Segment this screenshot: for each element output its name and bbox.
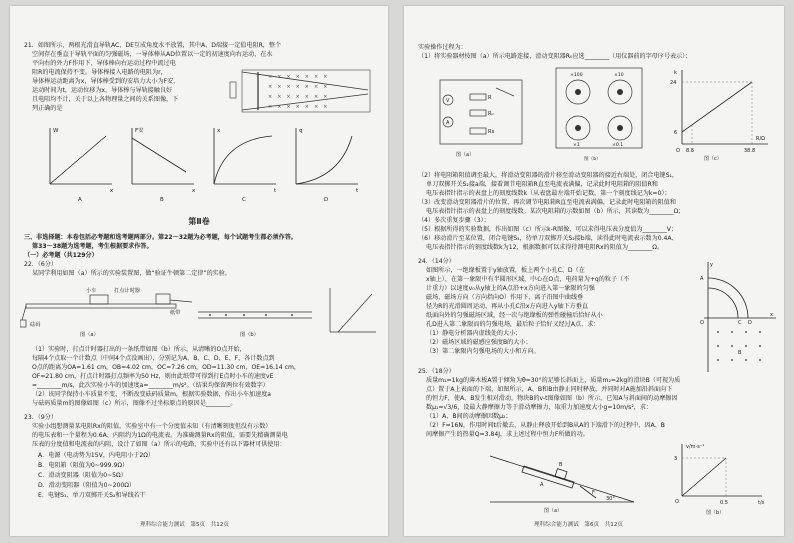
q24-line-5: 径为R的光滑圆周运动，再从小孔C沿x方向进入y轴下方垂直 (426, 303, 588, 310)
section-intro-1: 三、非选择题：本卷包括必考题和选考题两部分。第22～32题为必考题，每个试题考生都必须作答。 (24, 234, 297, 241)
knob-label-1: ×1 (573, 143, 580, 148)
step-1: （1）将实验器材按图（a）所示电路连接，滑动变阻器R₀应选________（用仪器前的字母序号表示）； (418, 53, 692, 60)
step-2b: 单刀双掷开关S₂接a端，接着调节电阻箱R直至电流表满偏，记录此时电阻箱的阻值R和 (426, 181, 658, 188)
q23-item-d: D．滑动变阻器（阻值为0~200Ω） (38, 482, 135, 489)
label-weight: 砝码 (30, 322, 41, 328)
option-c: C (242, 197, 246, 202)
svg-text:A: A (446, 120, 450, 126)
q25-label-angle: 30° (606, 496, 615, 502)
q25-part-1: （1）A、B间的动摩擦因数μ₂； (426, 413, 512, 420)
q24-line-4: 磁场，磁场方向（方向指向O）作用下，离子沿图中曲线垂 (426, 294, 584, 301)
graph-b-ylabel: F安 (135, 128, 144, 134)
q21-option-graphs (40, 122, 370, 202)
graph-c-y6: 6 (674, 130, 678, 136)
q24-label-b: B (738, 350, 742, 356)
q25-incline-figure (484, 442, 644, 514)
step-6a: （6）移动滑片至某位置，闭合电键S₁，待单刀双掷开关S₂接b端，读得此时电流表示数为0.4A、 (418, 235, 678, 242)
circuit-figure-a (426, 66, 536, 164)
q23-item-a: A．电源（电动势为15V，内电阻小于2Ω） (38, 452, 155, 459)
q22-intro: 某同学利用如图（a）所示的实验装置图，做“验证牛顿第二定律”的实验。 (32, 270, 231, 277)
svg-text:Rx: Rx (488, 129, 495, 135)
q23-line-3: 压表的分度值和电流表的内阻，设计了如图（a）所示的电路，实验中还有以下器材可供使用： (32, 441, 286, 448)
q22-apparatus-figure (20, 280, 382, 342)
q25-line-3: 的恒力F，使A、B发生相对滑动，物块B的v-t图像如图（b）所示，已知A与斜面间的动摩擦因 (426, 395, 678, 402)
q23-title: 23．（9分） (24, 414, 57, 421)
graph-c-xlabel: t (274, 188, 277, 194)
step-4: （4）多次重复步骤（3）； (418, 217, 490, 224)
q25-line-4: 数μ₁=√3/6，设最大静摩擦力等于滑动摩擦力，取重力加速度大小g=10m/s²，求： (426, 404, 653, 411)
graph-a-xlabel: x (110, 188, 114, 194)
q25-line-2: 点）置于A上表面的下端，如图所示，A、B和B由静止同时释放，并同时对A施加沿斜面向下 (426, 386, 673, 393)
q22-body-2: 每隔4个点取一个计数点（中间4个点没画出），分别记为A、B、C、D、E、F，各计数点到 (32, 355, 275, 362)
q24-label-x: x (770, 312, 773, 318)
q24-label-y: y (710, 262, 713, 268)
graph-c-x388: 38.8 (744, 148, 756, 154)
graph-c-y24: 24 (670, 80, 677, 86)
step-3a: （3）改变滑动变阻器滑片的位置，再次调节电阻箱R直至电流表满偏，记录此时电阻箱的阻值和 (418, 199, 676, 206)
graph-c-origin: O (676, 148, 680, 154)
svg-text:× × × × × × ×: × × × × × × × (268, 84, 328, 90)
vt-caption: 图（b） (706, 510, 725, 516)
kr-graph-figure-c (668, 64, 776, 164)
q21-line-6: 运动时间为t，运动位移为x，导体棒与导轨接触良好 (32, 87, 173, 94)
q21-line-3: 平向右的外力F作用下，导体棒向右运动过程中流过电 (32, 60, 176, 67)
svg-text:× × × × × × ×: × × × × × × × (268, 94, 328, 100)
q21-line-1: 21．如图所示，两根光滑直导轨AC、DE互成角度水平放置，其中A、D端接一定值电阻R，整个 (24, 42, 282, 49)
q24-label-c: C (738, 320, 742, 326)
q22-body-5: =________m/s，此次实验小车的加速度a=________m/s²。（结果均保留两位有效数字） (32, 382, 269, 389)
q24-label-a: A (700, 276, 704, 282)
q24-part-3: （3）第二象限内匀强电场的大小和方向。 (426, 348, 540, 355)
graph-a-ylabel: W (53, 128, 59, 134)
left-page-footer: 理科综合能力测试 第5页 共12页 (140, 522, 229, 528)
knob-label-10: ×10 (614, 73, 624, 78)
option-a: A (78, 197, 82, 202)
q24-title: 24．（14分） (418, 258, 455, 265)
caption-box-b: 图（b） (584, 157, 601, 162)
right-page-footer: 理科综合能力测试 第6页 共12页 (534, 522, 623, 528)
q24-label-d: D (748, 320, 752, 326)
right-page (404, 6, 784, 536)
q24-part-2: （2）磁场区域的磁感应强度B的大小； (426, 339, 532, 346)
q24-line-7: 孔D进入第二象限而的匀强电场，最后粒子恰好又经过A点，求： (426, 321, 600, 328)
q24-line-1: 如图所示，一绝缘板置于y轴放置，板上两个小孔C、D（在 (426, 267, 585, 274)
q22-body-3: O点的距离为OA=1.61 cm，OB=4.02 cm，OC=7.26 cm，OD=11.30 cm，OE=16.14 cm， (32, 364, 300, 371)
q21-field-figure (228, 64, 374, 120)
q25-line-1: 质量m₁=1kg的薄木板A置于倾角为θ=30°的足够长斜面上，质量m₂=2kg的滑块B（可视为质 (426, 377, 681, 384)
q21-line-8: 列正确的是 (32, 105, 63, 112)
vt-origin: O (675, 499, 679, 505)
svg-text:× × × × × × ×: × × × × × × × (268, 74, 328, 80)
q23-item-b: B．电阻箱（阻值为0~999.9Ω） (38, 462, 129, 469)
vt-y3: 3 (674, 456, 678, 462)
label-tape: 纸带 (170, 310, 181, 316)
resistance-box-figure-b (554, 64, 646, 164)
q22-body-4: OF=21.80 cm，打点计时器打点频率为50 Hz，则由此纸带可得到打E点时小车的速度vE (32, 373, 274, 380)
step-2c: 电压表指针指示的表盘上的刻度线数k（从表盘最左端开始记数，第一个刻度线记为k=0）； (426, 190, 671, 197)
step-2a: （2）将电阻箱阻值调至最大，将滑动变阻器的滑片移至滑动变阻器的接近右端处，闭合电键S₁， (418, 172, 679, 179)
caption-graph-c: 图（c） (704, 156, 722, 162)
knob-label-100: ×100 (570, 73, 583, 78)
caption-fig-b: 图（b） (240, 332, 259, 338)
q25-label-f: F (592, 490, 595, 496)
graph-c-ylabel: k (674, 70, 677, 76)
q21-line-5: 导体棒运动距离为x，导体棒受到的安培力大小为F安， (32, 78, 180, 85)
section-intro-2: 第33～38题为选考题，考生根据要求作答。 (32, 243, 153, 250)
caption-circuit-a: 图（a） (456, 152, 475, 158)
graph-d-ylabel: q (299, 128, 303, 134)
knob-label-01: ×0.1 (612, 143, 624, 148)
q24-line-3: 计重力）以速度v₀从y轴上的A点沿+x方向进入第一象限的匀强 (426, 285, 595, 292)
q22-body-6: （2）该同学保持小车质量不变，不断改变砝码质量m，根据实验数据，作出小车加速度a (32, 391, 272, 398)
q21-line-7: 且电阻均不计，关于以上各物理量之间的关系图像，下 (32, 96, 179, 103)
q23-line-2: 的电压表和一个量程为0.6A、内阻约为1Ω的电流表。为准确测量Rx的阻值，需要先精确测量电 (32, 432, 288, 439)
step-6b: 电压表指针指示的刻度线数k为12，根据数据可以求得待测电阻Rx的阻值为________Ω。 (426, 244, 664, 251)
q24-line-2: x轴上），在第一象限中有半圆形区域，中心在O点，电荷量为+q的粒子（不 (426, 276, 630, 283)
svg-text:× × × × × × ×: × × × × × × × (268, 104, 328, 110)
graph-c-x88: 8.8 (686, 148, 694, 154)
steps-title: 实验操作过程为： (418, 44, 467, 51)
svg-text:R: R (488, 95, 492, 101)
svg-text:V: V (446, 98, 450, 104)
q25-label-b: B (559, 462, 563, 468)
q25-part-2: （2）F=16N，作用时间t后撤去，从静止释放开始到B从A的下端滑下的过程中，因A、B (426, 422, 665, 429)
graph-d-xlabel: t (356, 188, 359, 194)
q23-item-e: E．电键S₁、单刀双掷开关S₂和导线若干 (38, 492, 146, 499)
option-b: B (160, 197, 164, 202)
q23-line-1: 实验小组想测量某电阻Rx的阻值，实验室中有一个分度值未知（有清晰刻度但没有示数） (32, 423, 272, 430)
q25-vt-graph (662, 438, 772, 516)
q24-line-6: 纸面向外的匀强磁场区域，经一次与绝缘板的弹性碰撞后恰好从小 (426, 312, 603, 319)
step-5: （5）根据所得的实验数据，作出如图（c）所示k-R图像，可以求得电压表分度值为________V； (418, 226, 678, 233)
graph-b-xlabel: x (192, 188, 196, 194)
q22-body-1: （1）实验时，打点计时器打出的一条纸带如图（b）所示，从清晰的O点开始， (32, 346, 246, 353)
step-3b: 电压表指针指示的表盘上的刻度线数。某次电阻箱的示数如图（b）所示，其读数为________Ω； (426, 208, 685, 215)
label-timer: 打点计时器 (114, 288, 140, 294)
q21-line-2: 空间存在垂直于导轨平面的匀强磁场，一导体棒从AD位置以一定的初速度向右运动，在水 (32, 51, 273, 58)
vt-ylabel: v/m·s⁻¹ (686, 444, 705, 450)
q22-body-7: 与砝码质量m的图像如图（c）所示，图像不过坐标原点的原因是________。 (32, 400, 237, 407)
graph-c-xlabel: R/Ω (756, 136, 765, 142)
q23-item-c: C．滑动变阻器（阻值为0~5Ω） (38, 472, 127, 479)
q25-title: 25．（18分） (418, 368, 455, 375)
q22-title: 22．（6分） (24, 261, 57, 268)
graph-c-ylabel: x (217, 128, 221, 134)
left-page (10, 6, 388, 536)
q24-label-o: O (700, 320, 704, 326)
vt-x05: 0.5 (720, 500, 728, 506)
q24-field-figure (694, 258, 778, 378)
q24-part-1: （1）静电分析器内虚线处的大小； (426, 330, 522, 337)
q25-caption-a: 图（a） (544, 508, 563, 514)
section-title: 第Ⅱ卷 (188, 217, 210, 226)
q25-label-a: A (540, 482, 544, 488)
option-d: D (324, 197, 329, 202)
svg-text:R₀: R₀ (488, 111, 494, 117)
label-cart: 小车 (86, 288, 97, 294)
q25-part-3: 间摩擦产生的热量Q=3.84J，求上述过程中恒力F所做的功。 (426, 431, 589, 438)
section-intro-3: （一）必考题（共129分） (24, 252, 98, 259)
vt-xlabel: t/s (758, 500, 765, 506)
caption-fig-a: 图（a） (80, 332, 99, 338)
q21-line-4: 阻R的电流保持不变。导体棒接入电路的电阻为r， (32, 69, 167, 76)
